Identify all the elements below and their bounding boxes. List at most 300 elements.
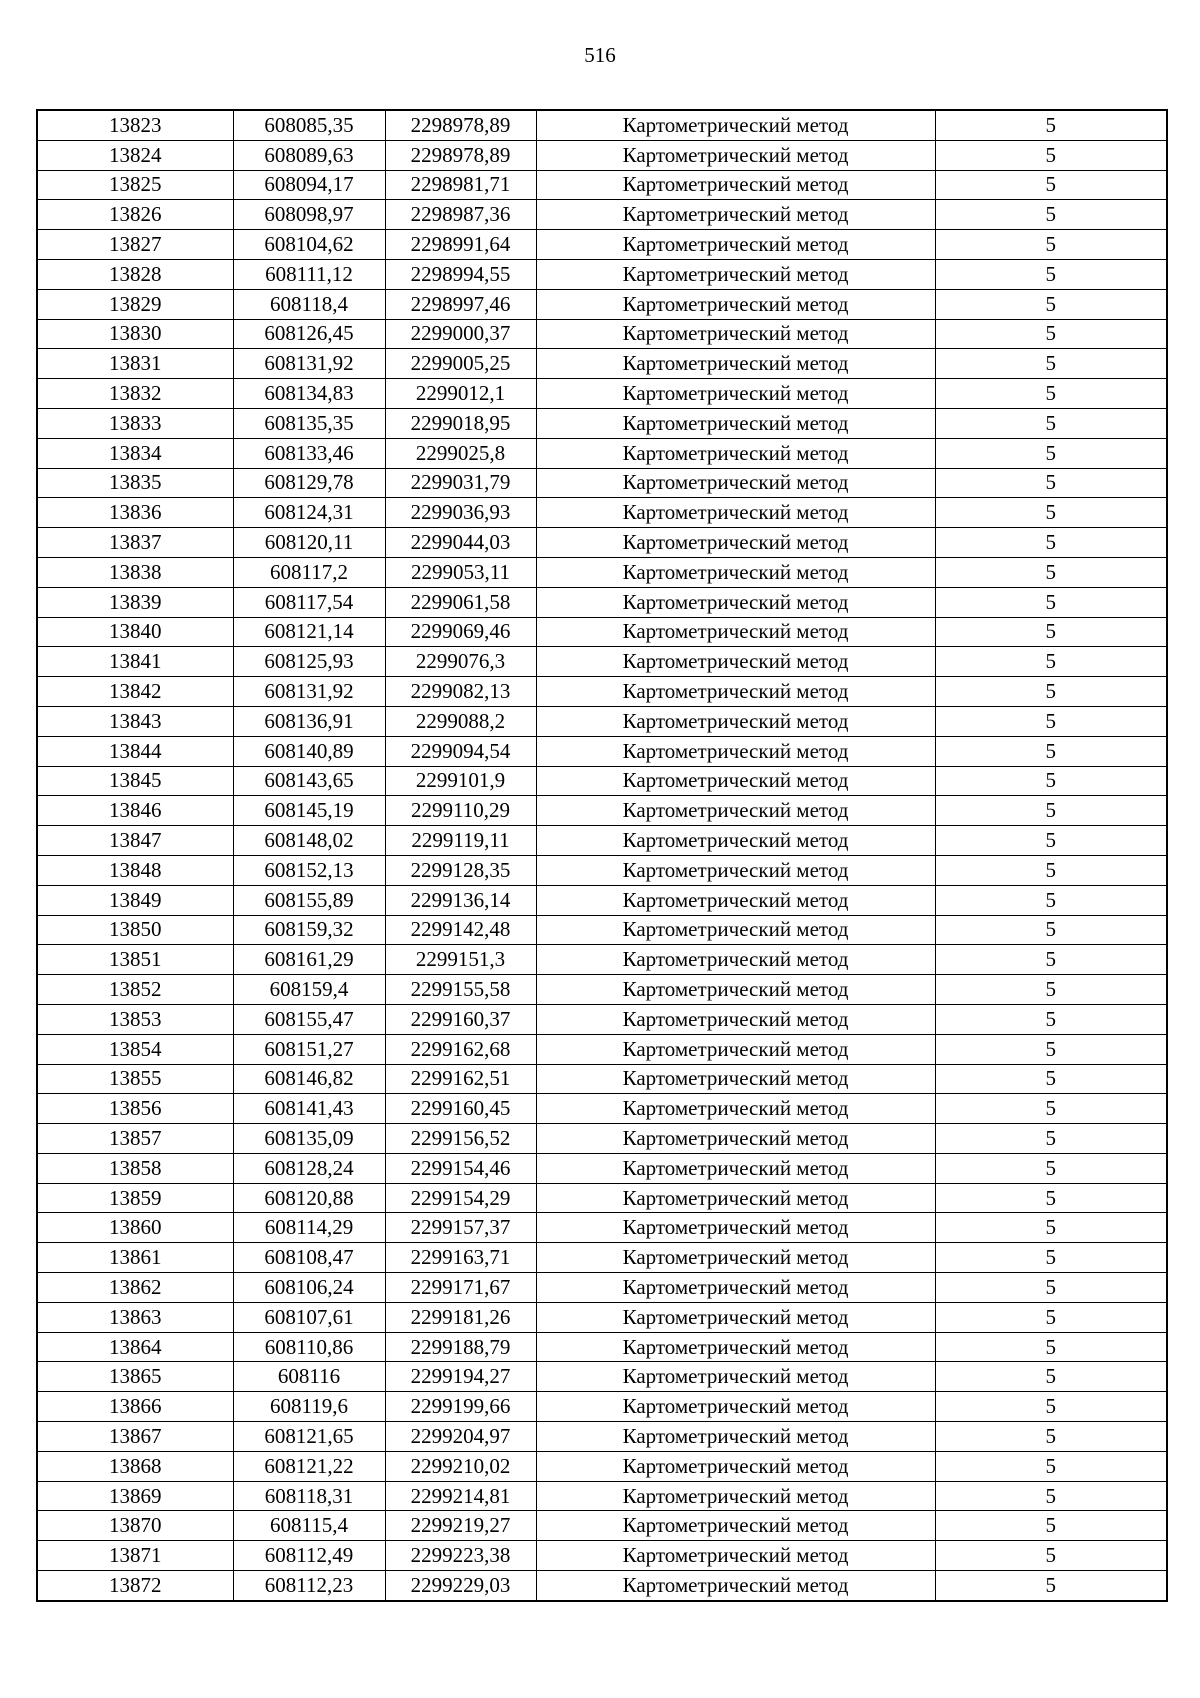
point-number-cell: 13856: [37, 1094, 233, 1124]
x-coordinate-cell: 608134,83: [233, 379, 385, 409]
method-cell: Картометрический метод: [536, 677, 935, 707]
point-number-cell: 13872: [37, 1571, 233, 1601]
point-number-cell: 13828: [37, 259, 233, 289]
point-number-cell: 13823: [37, 110, 233, 140]
x-coordinate-cell: 608104,62: [233, 230, 385, 260]
table-row: [37, 1094, 1167, 1124]
table-body: [37, 110, 1167, 1601]
y-coordinate-cell: 2299005,25: [385, 349, 536, 379]
table-row: [37, 975, 1167, 1005]
accuracy-cell: 5: [935, 557, 1167, 587]
y-coordinate-cell: 2299076,3: [385, 647, 536, 677]
method-cell: Картометрический метод: [536, 975, 935, 1005]
point-number-cell: 13829: [37, 289, 233, 319]
method-cell: Картометрический метод: [536, 736, 935, 766]
table-row: [37, 1571, 1167, 1601]
method-cell: Картометрический метод: [536, 1243, 935, 1273]
method-cell: Картометрический метод: [536, 289, 935, 319]
table-row: [37, 498, 1167, 528]
accuracy-cell: 5: [935, 230, 1167, 260]
point-number-cell: 13864: [37, 1332, 233, 1362]
method-cell: Картометрический метод: [536, 468, 935, 498]
x-coordinate-cell: 608141,43: [233, 1094, 385, 1124]
x-coordinate-cell: 608121,65: [233, 1422, 385, 1452]
x-coordinate-cell: 608133,46: [233, 438, 385, 468]
point-number-cell: 13842: [37, 677, 233, 707]
method-cell: Картометрический метод: [536, 1481, 935, 1511]
point-number-cell: 13825: [37, 170, 233, 200]
table-row: [37, 379, 1167, 409]
table-row: [37, 706, 1167, 736]
table-row: [37, 1541, 1167, 1571]
method-cell: Картометрический метод: [536, 1213, 935, 1243]
x-coordinate-cell: 608125,93: [233, 647, 385, 677]
point-number-cell: 13859: [37, 1183, 233, 1213]
method-cell: Картометрический метод: [536, 945, 935, 975]
accuracy-cell: 5: [935, 617, 1167, 647]
point-number-cell: 13833: [37, 408, 233, 438]
point-number-cell: 13835: [37, 468, 233, 498]
x-coordinate-cell: 608124,31: [233, 498, 385, 528]
method-cell: Картометрический метод: [536, 1094, 935, 1124]
x-coordinate-cell: 608155,47: [233, 1004, 385, 1034]
coordinates-table: [36, 109, 1168, 1602]
x-coordinate-cell: 608143,65: [233, 766, 385, 796]
method-cell: Картометрический метод: [536, 498, 935, 528]
accuracy-cell: 5: [935, 379, 1167, 409]
method-cell: Картометрический метод: [536, 557, 935, 587]
point-number-cell: 13851: [37, 945, 233, 975]
point-number-cell: 13834: [37, 438, 233, 468]
y-coordinate-cell: 2299069,46: [385, 617, 536, 647]
x-coordinate-cell: 608110,86: [233, 1332, 385, 1362]
x-coordinate-cell: 608146,82: [233, 1064, 385, 1094]
point-number-cell: 13836: [37, 498, 233, 528]
y-coordinate-cell: 2299162,51: [385, 1064, 536, 1094]
table-row: [37, 617, 1167, 647]
accuracy-cell: 5: [935, 975, 1167, 1005]
x-coordinate-cell: 608159,4: [233, 975, 385, 1005]
x-coordinate-cell: 608118,31: [233, 1481, 385, 1511]
y-coordinate-cell: 2299000,37: [385, 319, 536, 349]
y-coordinate-cell: 2299012,1: [385, 379, 536, 409]
accuracy-cell: 5: [935, 349, 1167, 379]
accuracy-cell: 5: [935, 1064, 1167, 1094]
method-cell: Картометрический метод: [536, 1124, 935, 1154]
y-coordinate-cell: 2299110,29: [385, 796, 536, 826]
method-cell: Картометрический метод: [536, 528, 935, 558]
point-number-cell: 13843: [37, 706, 233, 736]
point-number-cell: 13861: [37, 1243, 233, 1273]
table-row: [37, 1183, 1167, 1213]
x-coordinate-cell: 608118,4: [233, 289, 385, 319]
table-row: [37, 1273, 1167, 1303]
point-number-cell: 13868: [37, 1451, 233, 1481]
x-coordinate-cell: 608140,89: [233, 736, 385, 766]
x-coordinate-cell: 608120,88: [233, 1183, 385, 1213]
x-coordinate-cell: 608106,24: [233, 1273, 385, 1303]
point-number-cell: 13855: [37, 1064, 233, 1094]
point-number-cell: 13854: [37, 1034, 233, 1064]
y-coordinate-cell: 2299031,79: [385, 468, 536, 498]
y-coordinate-cell: 2299036,93: [385, 498, 536, 528]
x-coordinate-cell: 608098,97: [233, 200, 385, 230]
accuracy-cell: 5: [935, 1362, 1167, 1392]
accuracy-cell: 5: [935, 1153, 1167, 1183]
y-coordinate-cell: 2299155,58: [385, 975, 536, 1005]
y-coordinate-cell: 2298981,71: [385, 170, 536, 200]
table-row: [37, 945, 1167, 975]
table-row: [37, 259, 1167, 289]
table-row: [37, 319, 1167, 349]
y-coordinate-cell: 2299163,71: [385, 1243, 536, 1273]
x-coordinate-cell: 608119,6: [233, 1392, 385, 1422]
y-coordinate-cell: 2299194,27: [385, 1362, 536, 1392]
method-cell: Картометрический метод: [536, 766, 935, 796]
y-coordinate-cell: 2299142,48: [385, 915, 536, 945]
method-cell: Картометрический метод: [536, 587, 935, 617]
point-number-cell: 13853: [37, 1004, 233, 1034]
x-coordinate-cell: 608111,12: [233, 259, 385, 289]
method-cell: Картометрический метод: [536, 1183, 935, 1213]
y-coordinate-cell: 2299188,79: [385, 1332, 536, 1362]
x-coordinate-cell: 608131,92: [233, 349, 385, 379]
page-number: 516: [584, 43, 616, 67]
accuracy-cell: 5: [935, 1243, 1167, 1273]
method-cell: Картометрический метод: [536, 647, 935, 677]
accuracy-cell: 5: [935, 885, 1167, 915]
y-coordinate-cell: 2299088,2: [385, 706, 536, 736]
method-cell: Картометрический метод: [536, 826, 935, 856]
point-number-cell: 13841: [37, 647, 233, 677]
table-row: [37, 408, 1167, 438]
table-row: [37, 557, 1167, 587]
y-coordinate-cell: 2299128,35: [385, 855, 536, 885]
point-number-cell: 13827: [37, 230, 233, 260]
method-cell: Картометрический метод: [536, 1064, 935, 1094]
accuracy-cell: 5: [935, 200, 1167, 230]
x-coordinate-cell: 608135,35: [233, 408, 385, 438]
y-coordinate-cell: 2299214,81: [385, 1481, 536, 1511]
table-row: [37, 915, 1167, 945]
y-coordinate-cell: 2299053,11: [385, 557, 536, 587]
point-number-cell: 13840: [37, 617, 233, 647]
x-coordinate-cell: 608115,4: [233, 1511, 385, 1541]
accuracy-cell: 5: [935, 855, 1167, 885]
y-coordinate-cell: 2299223,38: [385, 1541, 536, 1571]
y-coordinate-cell: 2299162,68: [385, 1034, 536, 1064]
accuracy-cell: 5: [935, 915, 1167, 945]
point-number-cell: 13870: [37, 1511, 233, 1541]
y-coordinate-cell: 2298991,64: [385, 230, 536, 260]
accuracy-cell: 5: [935, 438, 1167, 468]
table-row: [37, 110, 1167, 140]
accuracy-cell: 5: [935, 319, 1167, 349]
table-row: [37, 677, 1167, 707]
point-number-cell: 13848: [37, 855, 233, 885]
accuracy-cell: 5: [935, 140, 1167, 170]
y-coordinate-cell: 2299156,52: [385, 1124, 536, 1154]
table-row: [37, 1302, 1167, 1332]
point-number-cell: 13867: [37, 1422, 233, 1452]
x-coordinate-cell: 608126,45: [233, 319, 385, 349]
accuracy-cell: 5: [935, 766, 1167, 796]
table-row: [37, 587, 1167, 617]
method-cell: Картометрический метод: [536, 796, 935, 826]
accuracy-cell: 5: [935, 1451, 1167, 1481]
method-cell: Картометрический метод: [536, 408, 935, 438]
y-coordinate-cell: 2299082,13: [385, 677, 536, 707]
accuracy-cell: 5: [935, 1213, 1167, 1243]
accuracy-cell: 5: [935, 289, 1167, 319]
x-coordinate-cell: 608107,61: [233, 1302, 385, 1332]
y-coordinate-cell: 2299018,95: [385, 408, 536, 438]
point-number-cell: 13857: [37, 1124, 233, 1154]
method-cell: Картометрический метод: [536, 1302, 935, 1332]
x-coordinate-cell: 608121,22: [233, 1451, 385, 1481]
method-cell: Картометрический метод: [536, 1332, 935, 1362]
x-coordinate-cell: 608114,29: [233, 1213, 385, 1243]
y-coordinate-cell: 2299154,46: [385, 1153, 536, 1183]
accuracy-cell: 5: [935, 647, 1167, 677]
x-coordinate-cell: 608148,02: [233, 826, 385, 856]
table-row: [37, 170, 1167, 200]
accuracy-cell: 5: [935, 945, 1167, 975]
table-row: [37, 855, 1167, 885]
method-cell: Картометрический метод: [536, 1362, 935, 1392]
y-coordinate-cell: 2299160,45: [385, 1094, 536, 1124]
table-row: [37, 200, 1167, 230]
x-coordinate-cell: 608151,27: [233, 1034, 385, 1064]
point-number-cell: 13832: [37, 379, 233, 409]
table-row: [37, 1422, 1167, 1452]
table-row: [37, 1153, 1167, 1183]
method-cell: Картометрический метод: [536, 1511, 935, 1541]
table-row: [37, 885, 1167, 915]
point-number-cell: 13847: [37, 826, 233, 856]
y-coordinate-cell: 2299210,02: [385, 1451, 536, 1481]
table-row: [37, 438, 1167, 468]
method-cell: Картометрический метод: [536, 1004, 935, 1034]
point-number-cell: 13830: [37, 319, 233, 349]
y-coordinate-cell: 2298978,89: [385, 110, 536, 140]
x-coordinate-cell: 608136,91: [233, 706, 385, 736]
method-cell: Картометрический метод: [536, 1273, 935, 1303]
method-cell: Картометрический метод: [536, 706, 935, 736]
point-number-cell: 13837: [37, 528, 233, 558]
point-number-cell: 13869: [37, 1481, 233, 1511]
accuracy-cell: 5: [935, 110, 1167, 140]
x-coordinate-cell: 608129,78: [233, 468, 385, 498]
table-row: [37, 796, 1167, 826]
point-number-cell: 13863: [37, 1302, 233, 1332]
x-coordinate-cell: 608089,63: [233, 140, 385, 170]
method-cell: Картометрический метод: [536, 1451, 935, 1481]
point-number-cell: 13826: [37, 200, 233, 230]
y-coordinate-cell: 2299229,03: [385, 1571, 536, 1601]
y-coordinate-cell: 2299094,54: [385, 736, 536, 766]
x-coordinate-cell: 608117,2: [233, 557, 385, 587]
point-number-cell: 13831: [37, 349, 233, 379]
table-row: [37, 349, 1167, 379]
x-coordinate-cell: 608108,47: [233, 1243, 385, 1273]
y-coordinate-cell: 2299151,3: [385, 945, 536, 975]
accuracy-cell: 5: [935, 468, 1167, 498]
method-cell: Картометрический метод: [536, 379, 935, 409]
table-row: [37, 1004, 1167, 1034]
y-coordinate-cell: 2299061,58: [385, 587, 536, 617]
y-coordinate-cell: 2299025,8: [385, 438, 536, 468]
accuracy-cell: 5: [935, 1302, 1167, 1332]
point-number-cell: 13838: [37, 557, 233, 587]
x-coordinate-cell: 608116: [233, 1362, 385, 1392]
y-coordinate-cell: 2299044,03: [385, 528, 536, 558]
y-coordinate-cell: 2299119,11: [385, 826, 536, 856]
table-row: [37, 1124, 1167, 1154]
table-row: [37, 1064, 1167, 1094]
accuracy-cell: 5: [935, 677, 1167, 707]
method-cell: Картометрический метод: [536, 438, 935, 468]
table-row: [37, 1362, 1167, 1392]
y-coordinate-cell: 2299101,9: [385, 766, 536, 796]
accuracy-cell: 5: [935, 826, 1167, 856]
accuracy-cell: 5: [935, 528, 1167, 558]
y-coordinate-cell: 2299171,67: [385, 1273, 536, 1303]
accuracy-cell: 5: [935, 796, 1167, 826]
table-row: [37, 528, 1167, 558]
table-row: [37, 230, 1167, 260]
table-row: [37, 1243, 1167, 1273]
point-number-cell: 13839: [37, 587, 233, 617]
method-cell: Картометрический метод: [536, 855, 935, 885]
accuracy-cell: 5: [935, 498, 1167, 528]
x-coordinate-cell: 608112,49: [233, 1541, 385, 1571]
point-number-cell: 13871: [37, 1541, 233, 1571]
table-row: [37, 647, 1167, 677]
point-number-cell: 13858: [37, 1153, 233, 1183]
table-row: [37, 468, 1167, 498]
point-number-cell: 13849: [37, 885, 233, 915]
point-number-cell: 13865: [37, 1362, 233, 1392]
table-row: [37, 1481, 1167, 1511]
accuracy-cell: 5: [935, 259, 1167, 289]
table-row: [37, 1511, 1167, 1541]
point-number-cell: 13845: [37, 766, 233, 796]
point-number-cell: 13824: [37, 140, 233, 170]
accuracy-cell: 5: [935, 1273, 1167, 1303]
x-coordinate-cell: 608128,24: [233, 1153, 385, 1183]
y-coordinate-cell: 2299204,97: [385, 1422, 536, 1452]
x-coordinate-cell: 608112,23: [233, 1571, 385, 1601]
method-cell: Картометрический метод: [536, 915, 935, 945]
y-coordinate-cell: 2299154,29: [385, 1183, 536, 1213]
accuracy-cell: 5: [935, 1124, 1167, 1154]
y-coordinate-cell: 2298987,36: [385, 200, 536, 230]
method-cell: Картометрический метод: [536, 1571, 935, 1601]
y-coordinate-cell: 2299136,14: [385, 885, 536, 915]
y-coordinate-cell: 2299181,26: [385, 1302, 536, 1332]
table-row: [37, 1392, 1167, 1422]
table-row: [37, 1034, 1167, 1064]
method-cell: Картометрический метод: [536, 349, 935, 379]
table-row: [37, 1451, 1167, 1481]
accuracy-cell: 5: [935, 706, 1167, 736]
accuracy-cell: 5: [935, 1422, 1167, 1452]
y-coordinate-cell: 2299219,27: [385, 1511, 536, 1541]
table-row: [37, 1332, 1167, 1362]
x-coordinate-cell: 608121,14: [233, 617, 385, 647]
x-coordinate-cell: 608152,13: [233, 855, 385, 885]
x-coordinate-cell: 608120,11: [233, 528, 385, 558]
accuracy-cell: 5: [935, 1481, 1167, 1511]
point-number-cell: 13866: [37, 1392, 233, 1422]
x-coordinate-cell: 608117,54: [233, 587, 385, 617]
table-row: [37, 826, 1167, 856]
accuracy-cell: 5: [935, 1511, 1167, 1541]
accuracy-cell: 5: [935, 1183, 1167, 1213]
x-coordinate-cell: 608131,92: [233, 677, 385, 707]
x-coordinate-cell: 608135,09: [233, 1124, 385, 1154]
method-cell: Картометрический метод: [536, 617, 935, 647]
point-number-cell: 13852: [37, 975, 233, 1005]
x-coordinate-cell: 608161,29: [233, 945, 385, 975]
point-number-cell: 13850: [37, 915, 233, 945]
x-coordinate-cell: 608155,89: [233, 885, 385, 915]
point-number-cell: 13844: [37, 736, 233, 766]
accuracy-cell: 5: [935, 1392, 1167, 1422]
method-cell: Картометрический метод: [536, 200, 935, 230]
method-cell: Картометрический метод: [536, 1153, 935, 1183]
method-cell: Картометрический метод: [536, 1034, 935, 1064]
method-cell: Картометрический метод: [536, 170, 935, 200]
method-cell: Картометрический метод: [536, 140, 935, 170]
point-number-cell: 13862: [37, 1273, 233, 1303]
y-coordinate-cell: 2299160,37: [385, 1004, 536, 1034]
y-coordinate-cell: 2298997,46: [385, 289, 536, 319]
accuracy-cell: 5: [935, 587, 1167, 617]
x-coordinate-cell: 608145,19: [233, 796, 385, 826]
method-cell: Картометрический метод: [536, 319, 935, 349]
accuracy-cell: 5: [935, 736, 1167, 766]
point-number-cell: 13860: [37, 1213, 233, 1243]
point-number-cell: 13846: [37, 796, 233, 826]
method-cell: Картометрический метод: [536, 1422, 935, 1452]
method-cell: Картометрический метод: [536, 110, 935, 140]
accuracy-cell: 5: [935, 1571, 1167, 1601]
method-cell: Картометрический метод: [536, 885, 935, 915]
method-cell: Картометрический метод: [536, 1541, 935, 1571]
table-row: [37, 1213, 1167, 1243]
accuracy-cell: 5: [935, 408, 1167, 438]
y-coordinate-cell: 2299199,66: [385, 1392, 536, 1422]
x-coordinate-cell: 608085,35: [233, 110, 385, 140]
x-coordinate-cell: 608094,17: [233, 170, 385, 200]
y-coordinate-cell: 2298978,89: [385, 140, 536, 170]
method-cell: Картометрический метод: [536, 1392, 935, 1422]
accuracy-cell: 5: [935, 1034, 1167, 1064]
table-row: [37, 289, 1167, 319]
x-coordinate-cell: 608159,32: [233, 915, 385, 945]
accuracy-cell: 5: [935, 170, 1167, 200]
accuracy-cell: 5: [935, 1541, 1167, 1571]
table-row: [37, 736, 1167, 766]
method-cell: Картометрический метод: [536, 259, 935, 289]
table-row: [37, 766, 1167, 796]
accuracy-cell: 5: [935, 1004, 1167, 1034]
table-row: [37, 140, 1167, 170]
method-cell: Картометрический метод: [536, 230, 935, 260]
accuracy-cell: 5: [935, 1332, 1167, 1362]
